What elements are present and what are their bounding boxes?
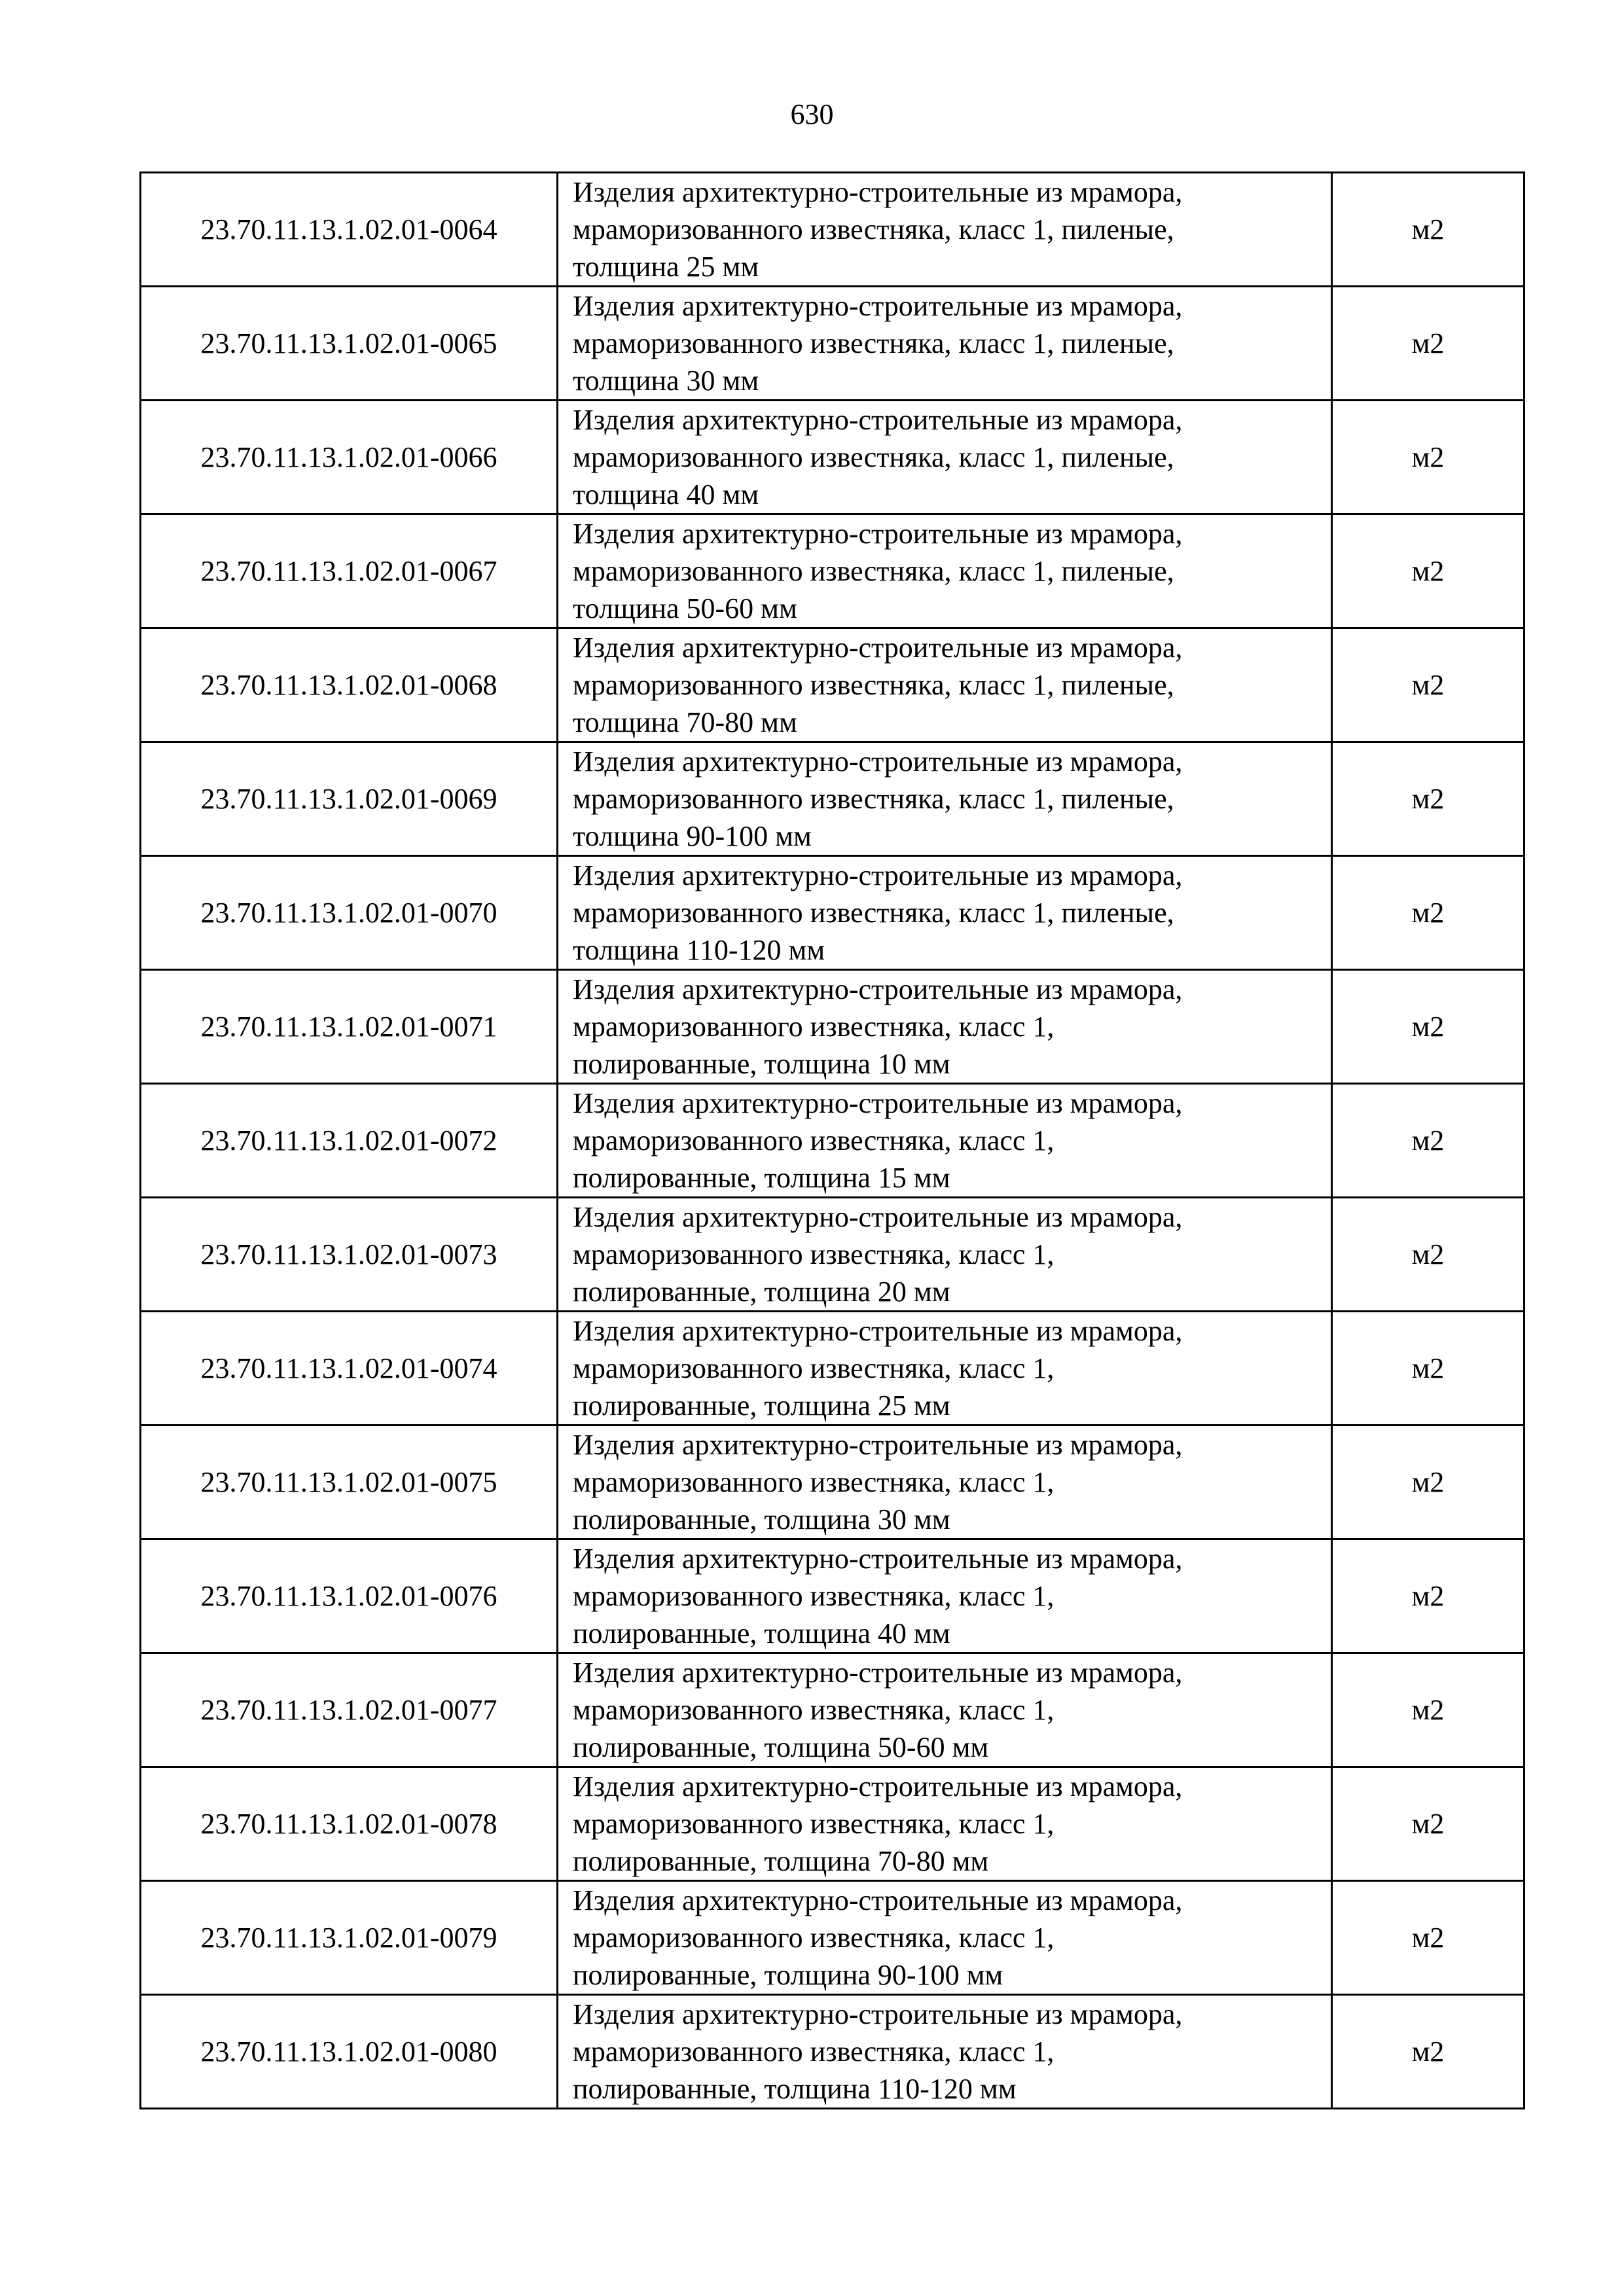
description-line: Изделия архитектурно-строительные из мрамора, (573, 290, 1183, 322)
unit-of-measure: м2 (1332, 1767, 1525, 1881)
description-line: толщина 110-120 мм (573, 934, 825, 966)
resource-code: 23.70.11.13.1.02.01-0073 (141, 1198, 558, 1312)
table-row (141, 287, 1525, 401)
resource-code: 23.70.11.13.1.02.01-0075 (141, 1426, 558, 1539)
resource-code: 23.70.11.13.1.02.01-0077 (141, 1653, 558, 1767)
description-line: полированные, толщина 110-120 мм (573, 2073, 1017, 2105)
description-line: мраморизованного известняка, класс 1, пиленые, (573, 783, 1174, 815)
table-row (141, 970, 1525, 1084)
table-row (141, 1767, 1525, 1881)
table-row (141, 173, 1525, 287)
description-line: мраморизованного известняка, класс 1, (573, 1011, 1055, 1043)
description-line: мраморизованного известняка, класс 1, пиленые, (573, 897, 1174, 929)
description-line: мраморизованного известняка, класс 1, (573, 1808, 1055, 1840)
description-line: Изделия архитектурно-строительные из мрамора, (573, 859, 1183, 891)
resource-description (558, 1312, 1332, 1426)
resource-code: 23.70.11.13.1.02.01-0065 (141, 287, 558, 401)
description-line: Изделия архитектурно-строительные из мрамора, (573, 745, 1183, 778)
unit-of-measure: м2 (1332, 742, 1525, 856)
table-row (141, 1084, 1525, 1198)
unit-of-measure: м2 (1332, 1539, 1525, 1653)
unit-of-measure: м2 (1332, 173, 1525, 287)
description-line: мраморизованного известняка, класс 1, (573, 1238, 1055, 1270)
description-line: Изделия архитектурно-строительные из мрамора, (573, 1201, 1183, 1233)
description-line: мраморизованного известняка, класс 1, пиленые, (573, 441, 1174, 473)
table-row (141, 1995, 1525, 2109)
table-row (141, 401, 1525, 514)
unit-of-measure: м2 (1332, 514, 1525, 628)
description-line: мраморизованного известняка, класс 1, (573, 1580, 1055, 1612)
resource-description (558, 287, 1332, 401)
description-line: мраморизованного известняка, класс 1, (573, 1124, 1055, 1157)
resource-code: 23.70.11.13.1.02.01-0078 (141, 1767, 558, 1881)
description-line: Изделия архитектурно-строительные из мрамора, (573, 1770, 1183, 1803)
description-line: толщина 30 мм (573, 365, 759, 397)
description-line: Изделия архитектурно-строительные из мрамора, (573, 1884, 1183, 1916)
description-line: полированные, толщина 10 мм (573, 1048, 950, 1080)
description-line: Изделия архитектурно-строительные из мрамора, (573, 973, 1183, 1005)
resource-code: 23.70.11.13.1.02.01-0066 (141, 401, 558, 514)
resource-description (558, 1539, 1332, 1653)
resource-code: 23.70.11.13.1.02.01-0070 (141, 856, 558, 970)
description-line: толщина 90-100 мм (573, 820, 812, 852)
description-line: толщина 70-80 мм (573, 706, 797, 738)
resource-description (558, 1084, 1332, 1198)
description-line: полированные, толщина 70-80 мм (573, 1845, 989, 1877)
table-body (141, 173, 1525, 2109)
description-line: Изделия архитектурно-строительные из мрамора, (573, 632, 1183, 664)
resource-code: 23.70.11.13.1.02.01-0067 (141, 514, 558, 628)
table-row (141, 1198, 1525, 1312)
unit-of-measure: м2 (1332, 1995, 1525, 2109)
unit-of-measure: м2 (1332, 1312, 1525, 1426)
table-row (141, 742, 1525, 856)
resource-code: 23.70.11.13.1.02.01-0072 (141, 1084, 558, 1198)
resource-code: 23.70.11.13.1.02.01-0064 (141, 173, 558, 287)
description-line: мраморизованного известняка, класс 1, пиленые, (573, 327, 1174, 359)
description-line: Изделия архитектурно-строительные из мрамора, (573, 1315, 1183, 1347)
description-line: Изделия архитектурно-строительные из мрамора, (573, 176, 1183, 208)
description-line: Изделия архитектурно-строительные из мрамора, (573, 1543, 1183, 1575)
unit-of-measure: м2 (1332, 856, 1525, 970)
description-line: толщина 40 мм (573, 478, 759, 511)
description-line: мраморизованного известняка, класс 1, пиленые, (573, 555, 1174, 587)
table-row (141, 1539, 1525, 1653)
description-line: мраморизованного известняка, класс 1, (573, 1352, 1055, 1384)
description-line: полированные, толщина 25 мм (573, 1390, 950, 1422)
description-line: полированные, толщина 50-60 мм (573, 1731, 989, 1763)
description-line: Изделия архитектурно-строительные из мрамора, (573, 1657, 1183, 1689)
description-line: полированные, толщина 20 мм (573, 1276, 950, 1308)
table-row (141, 1426, 1525, 1539)
description-line: мраморизованного известняка, класс 1, (573, 1922, 1055, 1954)
unit-of-measure: м2 (1332, 1198, 1525, 1312)
resource-description (558, 1198, 1332, 1312)
unit-of-measure: м2 (1332, 1881, 1525, 1995)
description-line: мраморизованного известняка, класс 1, пиленые, (573, 669, 1174, 701)
resource-code: 23.70.11.13.1.02.01-0080 (141, 1995, 558, 2109)
page-number: 630 (790, 98, 834, 130)
unit-of-measure: м2 (1332, 628, 1525, 742)
resource-code: 23.70.11.13.1.02.01-0074 (141, 1312, 558, 1426)
resource-description (558, 856, 1332, 970)
table-row (141, 514, 1525, 628)
description-line: толщина 25 мм (573, 251, 759, 283)
resource-description (558, 1767, 1332, 1881)
resource-description (558, 1881, 1332, 1995)
description-line: мраморизованного известняка, класс 1, (573, 2036, 1055, 2068)
resource-code: 23.70.11.13.1.02.01-0076 (141, 1539, 558, 1653)
description-line: Изделия архитектурно-строительные из мрамора, (573, 1087, 1183, 1119)
description-line: полированные, толщина 40 мм (573, 1617, 950, 1649)
table-row (141, 1312, 1525, 1426)
description-line: мраморизованного известняка, класс 1, (573, 1466, 1055, 1498)
description-line: Изделия архитектурно-строительные из мрамора, (573, 1998, 1183, 2030)
description-line: Изделия архитектурно-строительные из мрамора, (573, 404, 1183, 436)
resource-code: 23.70.11.13.1.02.01-0079 (141, 1881, 558, 1995)
table-row (141, 628, 1525, 742)
resource-description (558, 173, 1332, 287)
description-line: мраморизованного известняка, класс 1, пиленые, (573, 213, 1174, 245)
table-row (141, 1653, 1525, 1767)
unit-of-measure: м2 (1332, 970, 1525, 1084)
unit-of-measure: м2 (1332, 1426, 1525, 1539)
description-line: полированные, толщина 30 мм (573, 1503, 950, 1535)
unit-of-measure: м2 (1332, 1653, 1525, 1767)
resource-table (139, 171, 1525, 2109)
unit-of-measure: м2 (1332, 401, 1525, 514)
description-line: полированные, толщина 15 мм (573, 1162, 950, 1194)
description-line: Изделия архитектурно-строительные из мрамора, (573, 518, 1183, 550)
resource-description (558, 970, 1332, 1084)
table-row (141, 856, 1525, 970)
description-line: толщина 50-60 мм (573, 592, 797, 624)
resource-code: 23.70.11.13.1.02.01-0071 (141, 970, 558, 1084)
resource-description (558, 628, 1332, 742)
resource-description (558, 1426, 1332, 1539)
resource-description (558, 401, 1332, 514)
resource-description (558, 742, 1332, 856)
resource-description (558, 1995, 1332, 2109)
description-line: мраморизованного известняка, класс 1, (573, 1694, 1055, 1726)
resource-description (558, 1653, 1332, 1767)
resource-code: 23.70.11.13.1.02.01-0068 (141, 628, 558, 742)
unit-of-measure: м2 (1332, 287, 1525, 401)
description-line: Изделия архитектурно-строительные из мрамора, (573, 1429, 1183, 1461)
resource-code: 23.70.11.13.1.02.01-0069 (141, 742, 558, 856)
description-line: полированные, толщина 90-100 мм (573, 1959, 1003, 1991)
table-row (141, 1881, 1525, 1995)
unit-of-measure: м2 (1332, 1084, 1525, 1198)
resource-description (558, 514, 1332, 628)
